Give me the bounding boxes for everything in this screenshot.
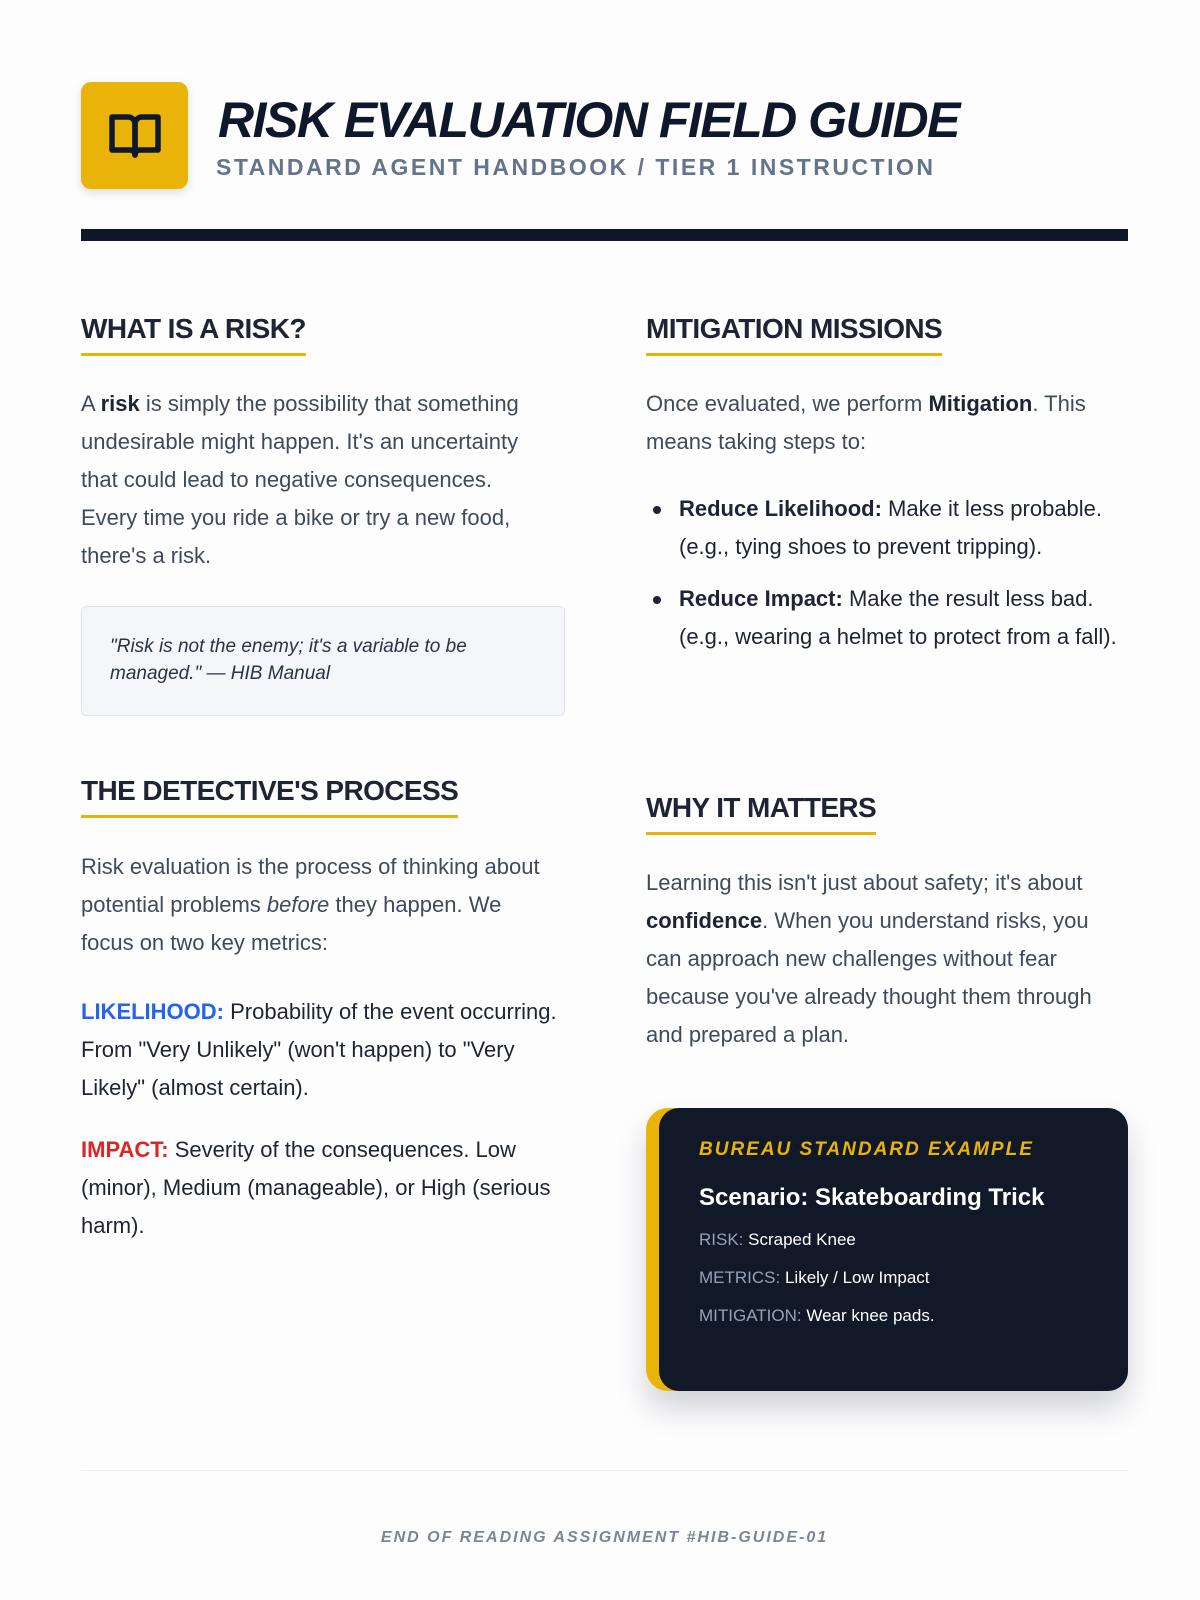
footer-divider [81,1470,1128,1471]
bullet-icon [653,506,661,514]
example-card-body [659,1108,1128,1391]
why-it-matters-paragraph: Learning this isn't just about safety; it's about confidence. When you understand risks, you can approach new challenges without fear because you've already thought them through and prepared a plan. [646,870,1092,1047]
bullet-icon [653,596,661,604]
detective-process-paragraph: Risk evaluation is the process of thinking about potential problems before they happen. We focus on two key metrics: [81,854,540,955]
page-header [81,82,1128,192]
list-item: Reduce Impact: Make the result less bad. (e.g., wearing a helmet to protect from a fall). [646,580,1126,656]
header-divider [81,229,1128,241]
example-row-risk: RISK: Scraped Knee [699,1230,856,1249]
likelihood-label: LIKELIHOOD: [81,999,224,1024]
quote-callout [81,606,565,716]
what-is-risk-paragraph: A risk is simply the possibility that something undesirable might happen. It's an uncertainty that could lead to negative consequences. Every time you ride a bike or try a new food, there's a risk. [81,391,519,568]
likelihood-definition: LIKELIHOOD: Probability of the event occurring. From "Very Unlikely" (won't happen) to "Very Likely" (almost certain). [81,999,557,1100]
example-row-mitigation: MITIGATION: Wear knee pads. [699,1306,935,1325]
heading-mitigation-missions: MITIGATION MISSIONS [646,315,942,356]
page-title: RISK EVALUATION FIELD GUIDE [218,92,959,148]
heading-why-it-matters: WHY IT MATTERS [646,794,876,835]
example-card-title: Scenario: Skateboarding Trick [699,1184,1045,1211]
risk-term: risk [100,391,140,416]
example-row-metrics: METRICS: Likely / Low Impact [699,1268,930,1287]
page [81,0,1128,1600]
impact-label: IMPACT: [81,1137,169,1162]
mitigation-list [646,490,1126,670]
page-subtitle: STANDARD AGENT HANDBOOK / TIER 1 INSTRUCTION [216,154,936,180]
confidence-term: confidence [646,908,763,933]
mitigation-paragraph: Once evaluated, we perform Mitigation. This means taking steps to: [646,391,1086,454]
open-book-icon [104,105,166,167]
before-emphasis: before [266,892,330,917]
example-card-kicker: BUREAU STANDARD EXAMPLE [699,1139,1034,1160]
heading-detective-process: THE DETECTIVE'S PROCESS [81,777,458,818]
heading-what-is-risk: WHAT IS A RISK? [81,315,306,356]
footer-text: END OF READING ASSIGNMENT #HIB-GUIDE-01 [380,1529,829,1546]
mitigation-term: Mitigation [928,391,1033,416]
example-card [646,1108,1128,1391]
quote-text: "Risk is not the enemy; it's a variable to be managed." — HIB Manual [110,636,467,684]
list-item: Reduce Likelihood: Make it less probable. (e.g., tying shoes to prevent tripping). [646,490,1126,566]
impact-definition: IMPACT: Severity of the consequences. Low (minor), Medium (manageable), or High (serious harm). [81,1137,551,1238]
logo-badge [81,82,188,189]
